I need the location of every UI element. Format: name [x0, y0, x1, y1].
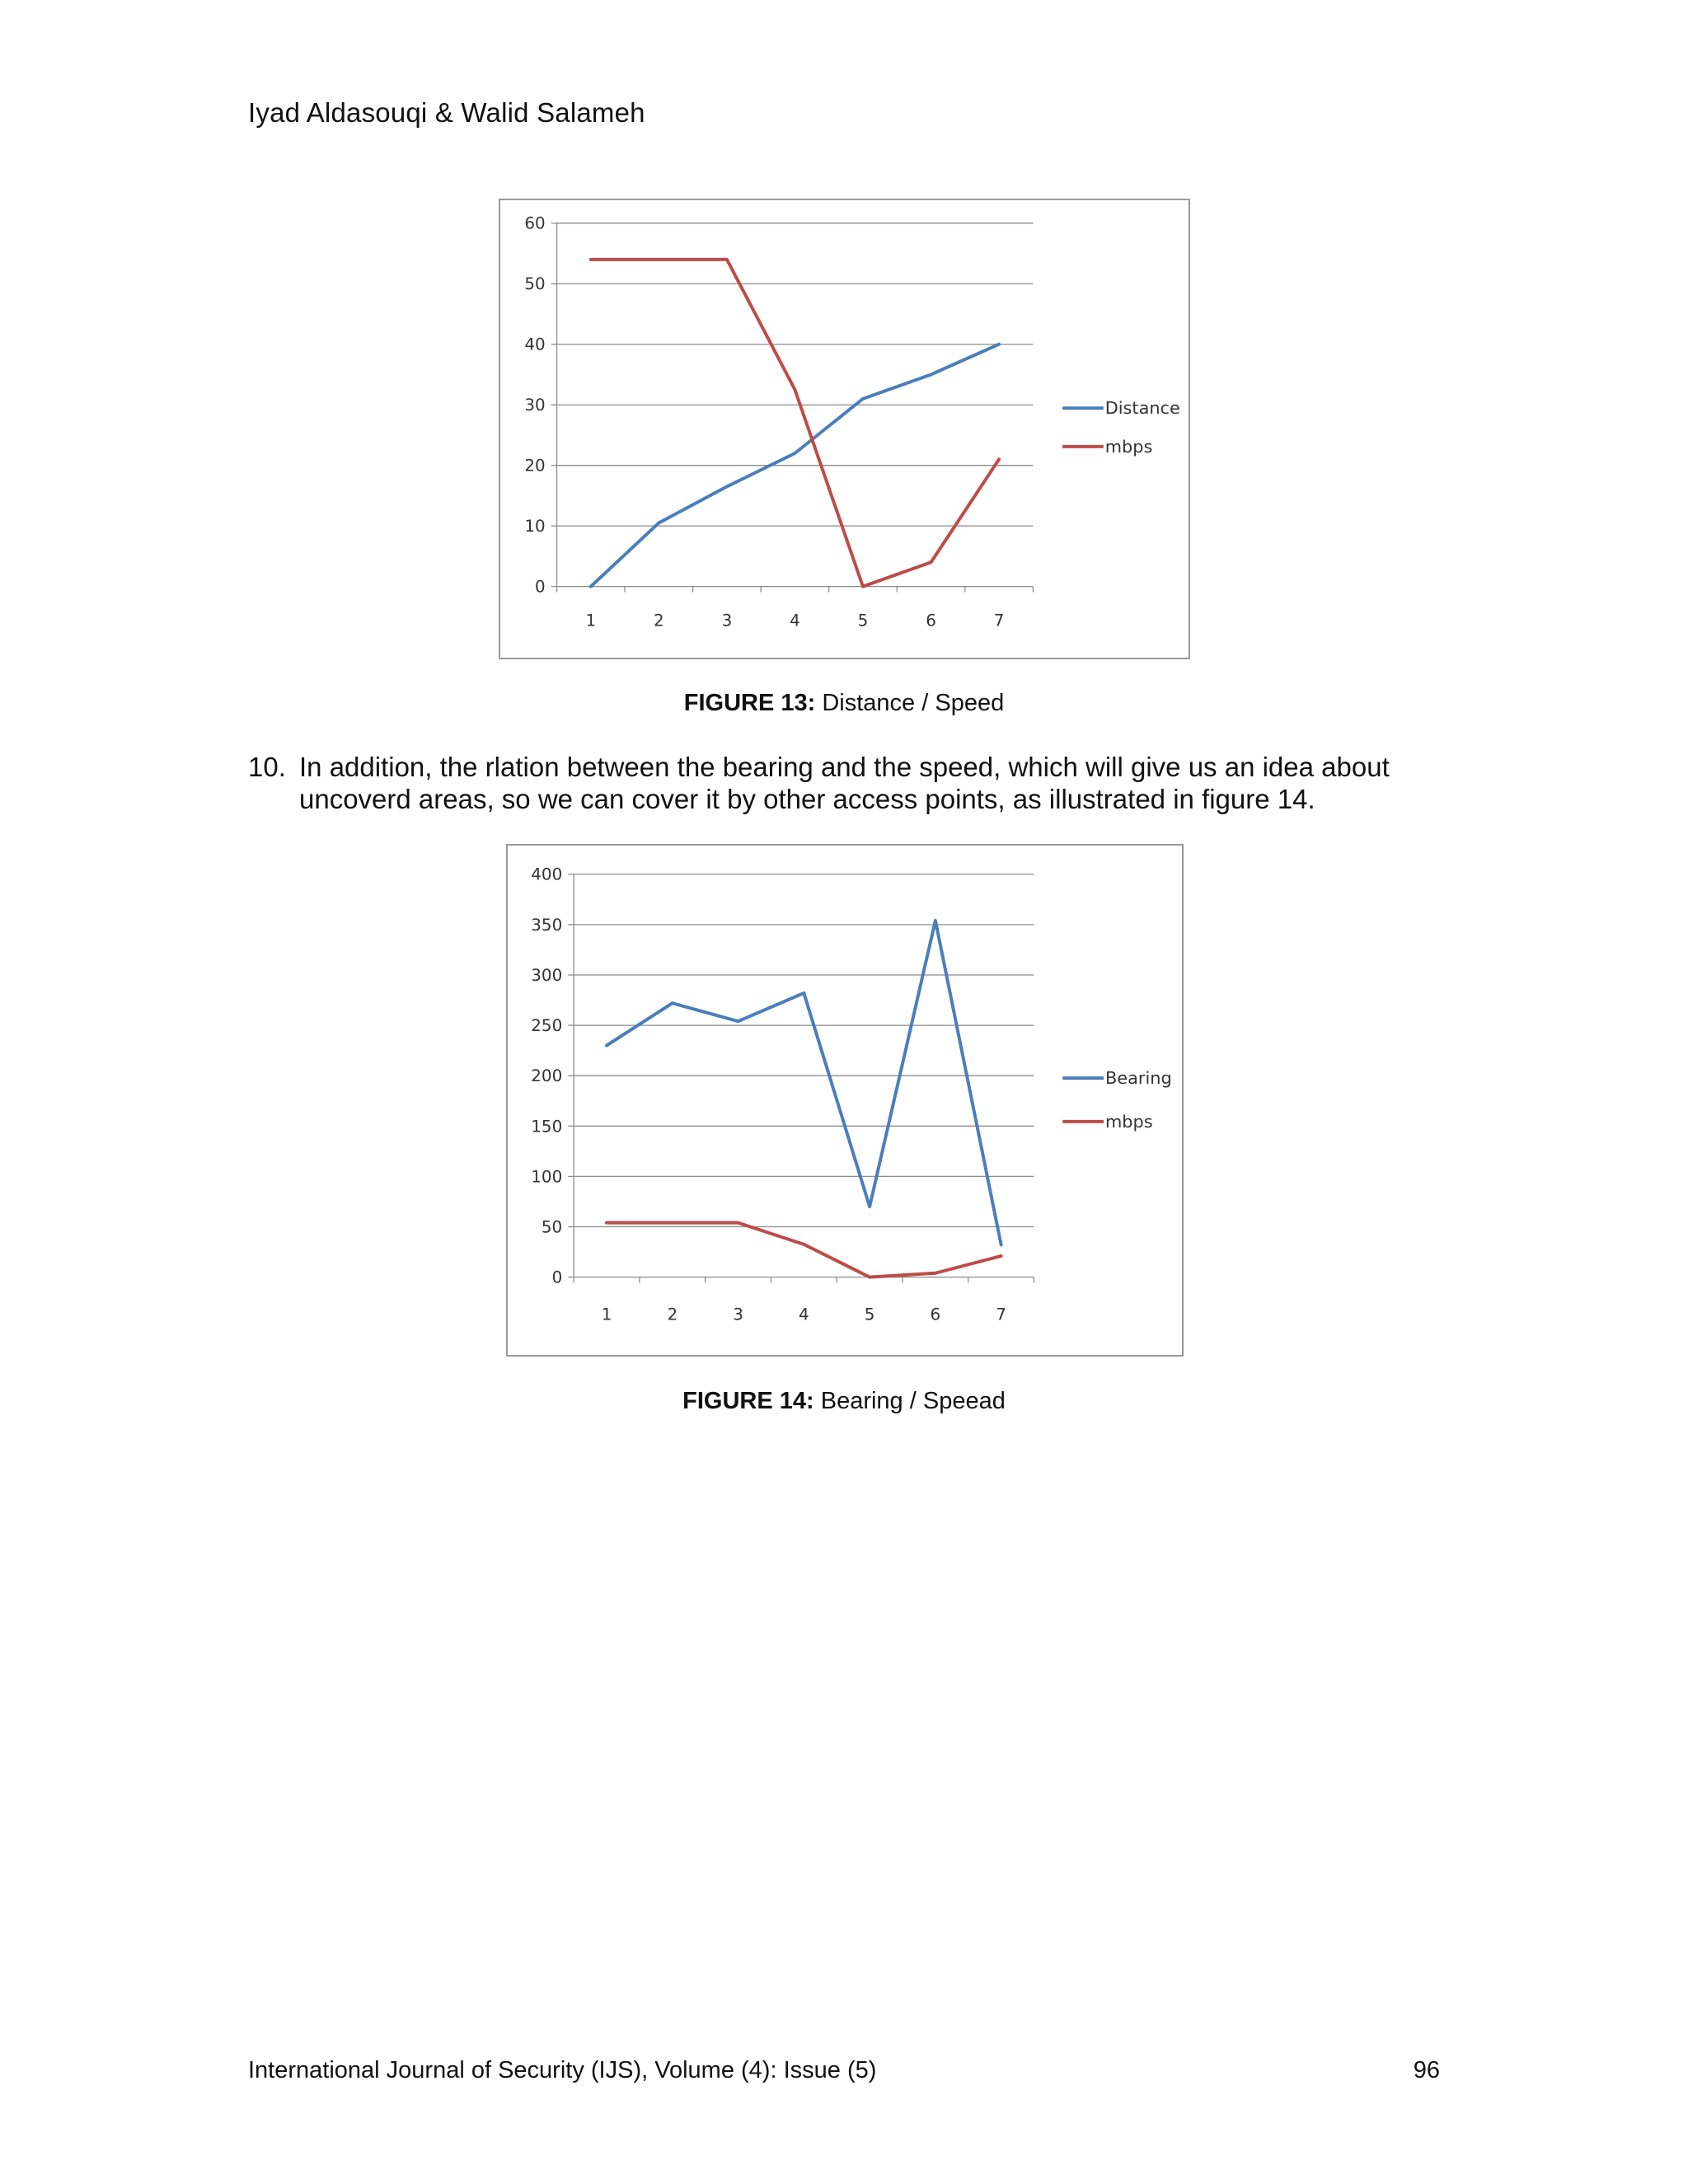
fig13-x-tick-label: 3	[721, 611, 733, 630]
figure-14-caption-text: Bearing / Speead	[814, 1388, 1006, 1414]
fig13-legend-mbps-label: mbps	[1104, 436, 1153, 457]
fig13-y-tick-label: 40	[524, 335, 546, 354]
fig14-y-tick-label: 100	[531, 1167, 563, 1187]
fig14-y-tick-label: 0	[551, 1268, 563, 1287]
footer-journal: International Journal of Security (IJS), Volume (4): Issue (5)	[248, 2057, 877, 2083]
fig13-y-tick-label: 30	[524, 396, 546, 415]
fig14-series-mbps-line	[607, 1223, 1001, 1277]
fig14-y-tick-label: 250	[531, 1016, 563, 1036]
fig14-series-bearing-line	[607, 921, 1001, 1244]
fig14-x-tick-label: 6	[930, 1305, 941, 1324]
fig14-y-tick-label: 350	[531, 915, 563, 935]
fig13-y-tick-label: 60	[524, 213, 546, 233]
fig13-x-tick-label: 4	[790, 611, 800, 630]
figure-13-svg	[500, 200, 1189, 658]
fig14-x-tick-label: 2	[667, 1305, 678, 1324]
figure-14-chart	[506, 844, 1184, 1357]
fig13-x-tick-label: 6	[926, 611, 936, 630]
fig14-y-tick-label: 50	[541, 1217, 563, 1237]
fig13-legend-distance-label: Distance	[1104, 398, 1180, 419]
fig13-x-tick-label: 5	[857, 611, 869, 630]
figure-13-caption-label: FIGURE 13:	[683, 690, 816, 716]
fig14-x-tick-label: 5	[864, 1305, 875, 1324]
figure-14-caption	[0, 1388, 1688, 1415]
footer-page-number: 96	[1413, 2057, 1440, 2083]
fig13-x-tick-label: 2	[654, 611, 664, 630]
fig13-x-tick-label: 7	[993, 611, 1005, 630]
fig14-y-tick-label: 200	[531, 1066, 563, 1086]
fig14-y-tick-label: 400	[531, 865, 563, 884]
fig14-x-tick-label: 4	[799, 1305, 809, 1324]
fig14-legend-bearing-label: Bearing	[1104, 1068, 1172, 1089]
figure-14-caption-label: FIGURE 14:	[682, 1388, 814, 1414]
fig14-legend-mbps-label: mbps	[1104, 1111, 1153, 1132]
figure-14-svg	[508, 846, 1182, 1355]
figure-13-caption	[0, 690, 1688, 717]
fig13-y-tick-label: 50	[524, 274, 546, 294]
fig13-x-tick-label: 1	[585, 611, 597, 630]
running-header: Iyad Aldasouqi & Walid Salameh	[248, 97, 645, 128]
fig13-y-tick-label: 20	[524, 456, 546, 476]
fig13-series-mbps-line	[591, 260, 999, 587]
fig14-x-tick-label: 1	[601, 1305, 612, 1324]
figure-13-caption-text: Distance / Speed	[815, 690, 1005, 716]
fig14-x-tick-label: 3	[733, 1305, 743, 1324]
figure-13-chart	[499, 199, 1190, 659]
fig13-y-tick-label: 0	[534, 577, 546, 597]
fig14-y-tick-label: 300	[531, 965, 563, 985]
paragraph-text: In addition, the rlation between the bearing and the speed, which will give us an idea about uncoverd areas, so we can cover it by other access points, as illustrated in figure 14.	[299, 752, 1390, 814]
paragraph-number: 10.	[248, 752, 286, 782]
fig14-x-tick-label: 7	[996, 1305, 1006, 1324]
fig13-y-tick-label: 10	[524, 517, 546, 537]
fig14-y-tick-label: 150	[531, 1117, 563, 1137]
